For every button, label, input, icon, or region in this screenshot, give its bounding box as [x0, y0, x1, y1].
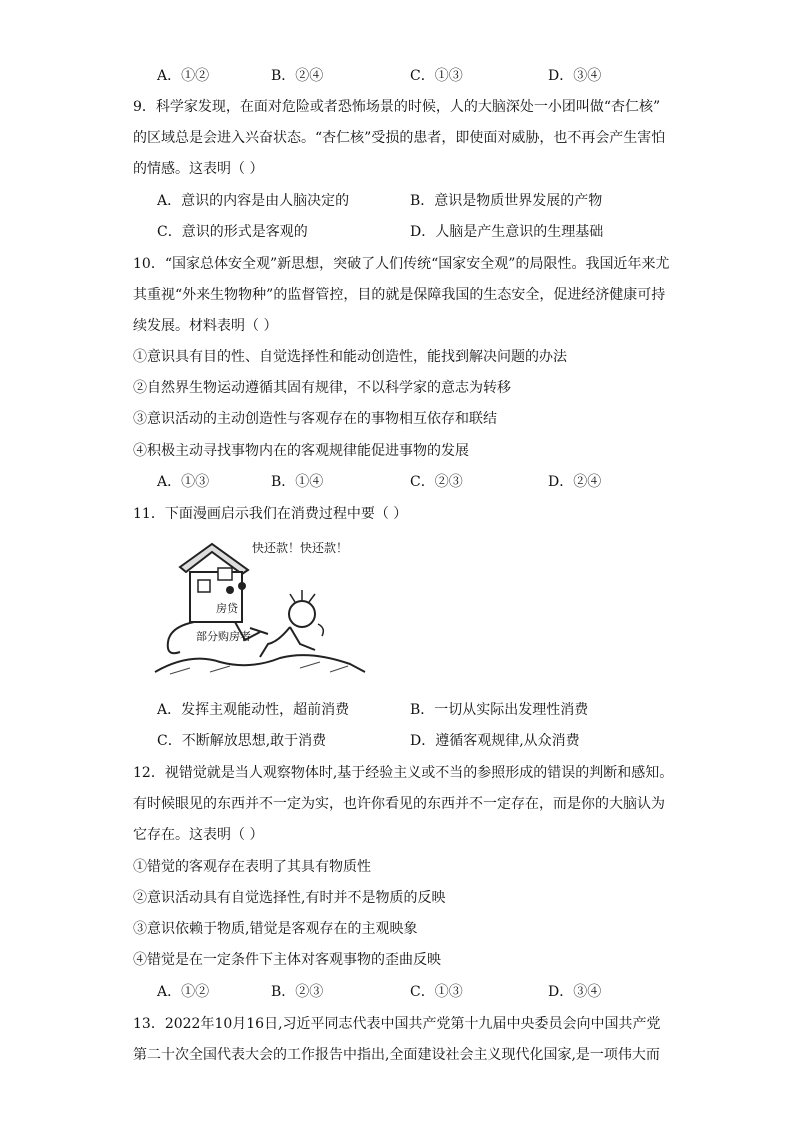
q10-item-4: ④积极主动寻找事物内在的客观规律能促进事物的发展 — [133, 443, 469, 459]
q10-option-a: A．①③ — [157, 474, 210, 490]
q11-option-d: D．遵循客观规律,从众消费 — [410, 733, 580, 749]
q12-stem-line-1: 12．视错觉就是当人观察物体时,基于经验主义或不当的参照形成的错误的判断和感知。 — [133, 765, 674, 781]
q12-option-a: A．①② — [157, 984, 210, 1000]
q9-option-c: C．意识的形式是客观的 — [157, 224, 308, 240]
q12-stem-line-3: 它存在。这表明（ ） — [133, 827, 264, 843]
q12-item-2: ②意识活动具有自觉选择性,有时并不是物质的反映 — [133, 890, 446, 906]
q12-option-b: B．②③ — [271, 984, 324, 1000]
q12-option-d: D．③④ — [548, 984, 602, 1000]
q12-item-1: ①错觉的客观存在表明了其具有物质性 — [133, 859, 371, 875]
q8-option-b: B．②④ — [271, 68, 324, 84]
q10-item-3: ③意识活动的主动创造性与客观存在的事物相互依存和联结 — [133, 411, 497, 427]
q13-stem-line-2: 第二十次全国代表大会的工作报告中指出,全面建设社会主义现代化国家,是一项伟大而 — [133, 1047, 660, 1063]
q10-stem-line-2: 其重视“外来生物物种”的监督管控，目的就是保障我国的生态安全，促进经济健康可持 — [133, 287, 666, 303]
q11-stem: 11．下面漫画启示我们在消费过程中要（ ） — [133, 506, 408, 522]
mortgage-cartoon — [150, 532, 370, 682]
q10-item-2: ②自然界生物运动遵循其固有规律，不以科学家的意志为转移 — [133, 380, 511, 396]
q10-option-b: B．①④ — [271, 474, 324, 490]
q8-option-c: C．①③ — [410, 68, 463, 84]
q11-option-a: A．发挥主观能动性，超前消费 — [157, 702, 350, 718]
q11-option-c: C．不断解放思想,敢于消费 — [157, 733, 327, 749]
q12-option-c: C．①③ — [410, 984, 463, 1000]
cartoon-house-label: 房贷 — [216, 602, 238, 615]
q8-option-d: D．③④ — [548, 68, 602, 84]
mortgage-cartoon-drawing — [150, 532, 370, 682]
q13-stem-line-1: 13．2022年10月16日,习近平同志代表中国共产党第十九届中央委员会向中国共产党 — [133, 1016, 661, 1032]
q9-option-d: D．人脑是产生意识的生理基础 — [410, 224, 604, 240]
q9-stem-line-1: 9．科学家发现，在面对危险或者恐怖场景的时候，人的大脑深处一小团叫做“杏仁核” — [133, 99, 661, 115]
q10-stem-line-3: 续发展。材料表明（ ） — [133, 318, 278, 334]
q9-option-b: B．意识是物质世界发展的产物 — [410, 193, 603, 209]
q9-stem-line-2: 的区域总是会进入兴奋状态。“杏仁核”受损的患者，即使面对威胁，也不再会产生害怕 — [133, 130, 666, 146]
q8-option-a: A．①② — [157, 68, 210, 84]
q11-option-b: B．一切从实际出发理性消费 — [410, 702, 589, 718]
q10-option-d: D．②④ — [548, 474, 602, 490]
q10-item-1: ①意识具有目的性、自觉选择性和能动创造性，能找到解决问题的办法 — [133, 349, 567, 365]
q9-stem-line-3: 的情感。这表明（ ） — [133, 161, 264, 177]
q9-option-a: A．意识的内容是由人脑决定的 — [157, 193, 350, 209]
q12-stem-line-2: 有时候眼见的东西并不一定为实，也许你看见的东西并不一定存在，而是你的大脑认为 — [133, 796, 665, 812]
cartoon-speech: 快还款！快还款！ — [252, 541, 349, 555]
q12-item-4: ④错觉是在一定条件下主体对客观事物的歪曲反映 — [133, 952, 441, 968]
q10-option-c: C．②③ — [410, 474, 463, 490]
cartoon-person-label: 部分购房者 — [196, 630, 251, 643]
q12-item-3: ③意识依赖于物质,错觉是客观存在的主观映象 — [133, 921, 418, 937]
q10-stem-line-1: 10．“国家总体安全观”新思想，突破了人们传统“国家安全观”的局限性。我国近年来尤 — [133, 256, 670, 272]
